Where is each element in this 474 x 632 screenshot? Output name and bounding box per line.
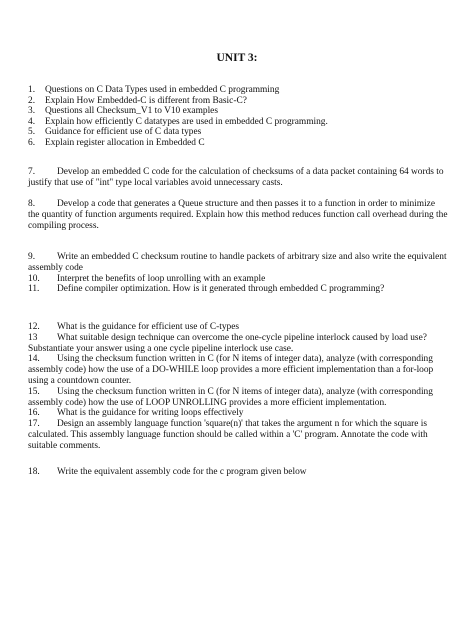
item-text: Questions all Checksum_V1 to V10 examples <box>45 106 218 117</box>
list-item <box>28 85 328 96</box>
list-item <box>28 127 328 138</box>
question-number: 17. <box>28 419 40 430</box>
question-7 <box>28 167 448 189</box>
question-number: 18. <box>28 467 40 477</box>
question-14 <box>28 354 452 386</box>
list-item <box>28 138 328 149</box>
question-number: 15. <box>28 386 40 397</box>
question-number: 16. <box>28 408 40 419</box>
item-text: Explain How Embedded-C is different from Basic-C? <box>45 95 247 106</box>
item-text: Explain how efficiently C datatypes are used in embedded C programming. <box>45 116 328 127</box>
question-block-9-11 <box>28 252 452 295</box>
question-17 <box>28 419 452 451</box>
question-10 <box>28 274 452 285</box>
item-text: Guidance for efficient use of C data types <box>45 127 202 138</box>
list-item <box>28 117 328 128</box>
question-11 <box>28 284 452 295</box>
question-number: 13 <box>28 332 38 343</box>
item-number: 6. <box>28 137 36 148</box>
question-text: Define compiler optimization. How is it generated through embedded C programming? <box>57 284 385 295</box>
item-number: 1. <box>28 85 36 95</box>
question-text: Design an assembly language function 'square(n)' that takes the argument n for which the square is calculated. This assembly language function should be called within a 'C' program. Annotate the code with suitable comments. <box>28 419 428 451</box>
item-text: Explain register allocation in Embedded C <box>45 137 205 148</box>
question-text: Interpret the benefits of loop unrolling with an example <box>57 273 266 284</box>
question-text: Develop an embedded C code for the calculation of checksums of a data packet containing 64 words to justify that use of "int" type local variables avoid unnecessary casts. <box>28 167 444 188</box>
question-text: What is the guidance for writing loops effectively <box>57 408 244 419</box>
item-text: Questions on C Data Types used in embedded C programming <box>45 85 280 95</box>
question-text: Using the checksum function written in C (for N items of integer data), analyze (with corresponding assembly code) how the use of a DO-WHILE loop provides a more efficient implementation than a for-loop using a countdown counter. <box>28 354 434 386</box>
page-title: UNIT 3: <box>216 52 258 64</box>
question-text: Using the checksum function written in C (for N items of integer data), analyze (with corresponding assembly code) how the use of LOOP UNROLLING provides a more efficient implementation. <box>28 386 433 408</box>
question-16 <box>28 408 452 419</box>
question-number: 14. <box>28 354 40 365</box>
item-number: 2. <box>28 95 36 106</box>
short-question-list <box>28 85 328 149</box>
question-18 <box>28 467 448 478</box>
question-number: 11. <box>28 284 40 295</box>
question-text: Write an embedded C checksum routine to handle packets of arbitrary size and also write the equivalent assembly code <box>28 252 447 273</box>
question-8 <box>28 199 448 231</box>
question-number: 9. <box>28 252 36 262</box>
question-number: 8. <box>28 199 36 209</box>
list-item <box>28 96 328 107</box>
question-text: What is the guidance for efficient use of C-types <box>57 322 240 332</box>
question-text: What suitable design technique can overcome the one-cycle pipeline interlock caused by load use? Substantiate your answer using a one cycle pipeline interlock use case. <box>28 332 427 354</box>
item-number: 4. <box>28 116 36 127</box>
question-number: 12. <box>28 322 40 332</box>
question-9 <box>28 252 452 274</box>
question-text: Write the equivalent assembly code for the c program given below <box>57 467 307 477</box>
question-13 <box>28 333 452 355</box>
item-number: 5. <box>28 127 36 138</box>
question-block-12-17 <box>28 322 452 452</box>
question-text: Develop a code that generates a Queue structure and then passes it to a function in order to minimize the quantity of function arguments required. Explain how this method reduces function call overhead during the compiling process. <box>28 199 448 231</box>
question-number: 10. <box>28 273 40 284</box>
question-15 <box>28 387 452 409</box>
question-12 <box>28 322 452 333</box>
item-number: 3. <box>28 106 36 117</box>
list-item <box>28 106 328 117</box>
question-number: 7. <box>28 167 36 177</box>
